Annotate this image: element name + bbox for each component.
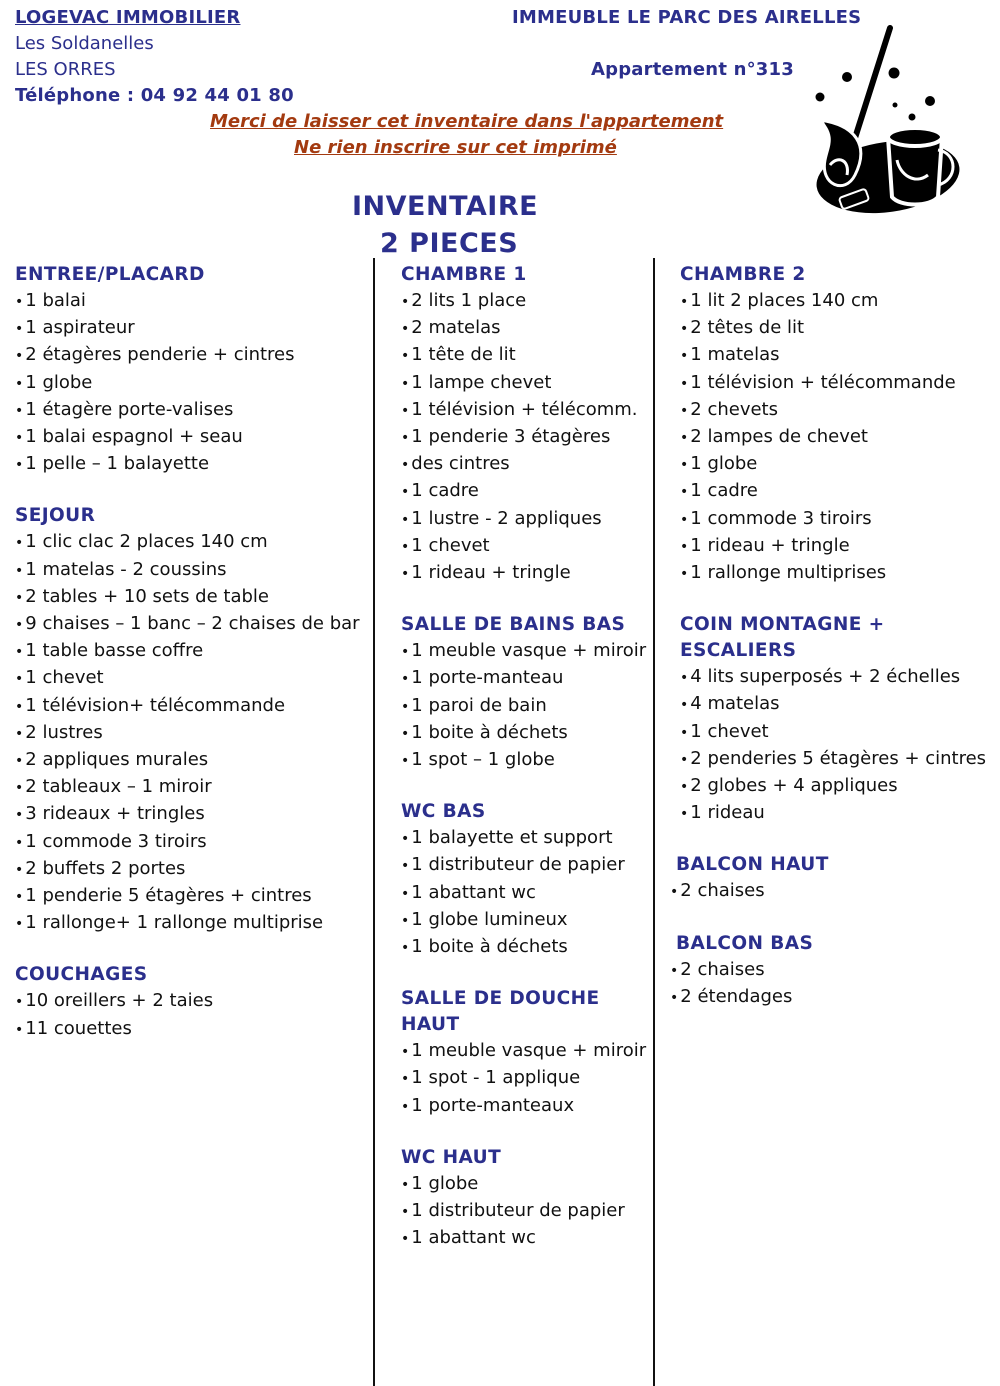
column-middle bbox=[401, 262, 651, 1277]
list-item: • 1 télévision + télécommande bbox=[680, 370, 998, 397]
list-item: • 1 distributeur de papier bbox=[401, 852, 651, 879]
list-item: • 1 boite à déchets bbox=[401, 720, 651, 747]
list-item: • 1 cadre bbox=[680, 478, 998, 505]
section-sejour bbox=[15, 503, 370, 937]
list-item: • 4 matelas bbox=[680, 691, 998, 718]
list-item: • 9 chaises – 1 banc – 2 chaises de bar bbox=[15, 611, 370, 638]
list-item: • 1 tête de lit bbox=[401, 342, 651, 369]
list-item: • 1 meuble vasque + miroir bbox=[401, 638, 651, 665]
notice-keep-inventory: Merci de laisser cet inventaire dans l'appartement bbox=[210, 111, 724, 132]
list-item: • 1 rideau + tringle bbox=[401, 560, 651, 587]
list-item: • 2 lits 1 place bbox=[401, 288, 651, 315]
list-item: • 1 pelle – 1 balayette bbox=[15, 451, 370, 478]
list-item: • 2 globes + 4 appliques bbox=[680, 773, 998, 800]
list-item: • 1 penderie 5 étagères + cintres bbox=[15, 883, 370, 910]
notice-do-not-write: Ne rien inscrire sur cet imprimé bbox=[294, 137, 617, 158]
list-item: • 1 télévision+ télécommande bbox=[15, 693, 370, 720]
column-divider-2 bbox=[653, 258, 655, 1386]
list-item: • 1 étagère porte-valises bbox=[15, 397, 370, 424]
list-item: • 1 globe lumineux bbox=[401, 907, 651, 934]
list-item: • 2 étendages bbox=[670, 984, 998, 1011]
list-item: • 1 commode 3 tiroirs bbox=[15, 829, 370, 856]
section-heading: SALLE DE DOUCHE HAUT bbox=[401, 988, 600, 1036]
section-entree-placard bbox=[15, 262, 370, 478]
list-item: • 1 lustre - 2 appliques bbox=[401, 506, 651, 533]
section-salle-de-douche-haut bbox=[401, 986, 651, 1120]
list-item: • 1 rideau bbox=[680, 800, 998, 827]
list-item: • 2 chaises bbox=[670, 957, 998, 984]
building-name: IMMEUBLE LE PARC DES AIRELLES bbox=[512, 7, 862, 28]
section-wc-haut bbox=[401, 1145, 651, 1253]
section-heading: BALCON BAS bbox=[676, 932, 814, 954]
list-item: • 2 chaises bbox=[670, 878, 998, 905]
inventory-subtitle: 2 PIECES bbox=[380, 228, 519, 259]
list-item: • 2 lampes de chevet bbox=[680, 424, 998, 451]
list-item: • 1 chevet bbox=[680, 719, 998, 746]
list-item: • 1 rallonge+ 1 rallonge multiprise bbox=[15, 910, 370, 937]
inventory-title: INVENTAIRE bbox=[352, 191, 539, 222]
section-heading: WC BAS bbox=[401, 801, 486, 823]
section-heading: WC HAUT bbox=[401, 1146, 502, 1168]
list-item: • 1 balayette et support bbox=[401, 825, 651, 852]
list-item: • 4 lits superposés + 2 échelles bbox=[680, 664, 998, 691]
list-item: • 1 spot – 1 globe bbox=[401, 747, 651, 774]
list-item: • 1 meuble vasque + miroir bbox=[401, 1038, 651, 1065]
list-item: • 10 oreillers + 2 taies bbox=[15, 988, 370, 1015]
section-heading: COUCHAGES bbox=[15, 964, 148, 986]
list-item: • 2 lustres bbox=[15, 720, 370, 747]
list-item: • 2 chevets bbox=[680, 397, 998, 424]
list-item: • 1 spot - 1 applique bbox=[401, 1065, 651, 1092]
list-item: • 1 boite à déchets bbox=[401, 934, 651, 961]
list-item: • 2 matelas bbox=[401, 315, 651, 342]
column-left bbox=[15, 262, 370, 1068]
list-item: • 1 abattant wc bbox=[401, 880, 651, 907]
list-item: • 1 balai espagnol + seau bbox=[15, 424, 370, 451]
list-item: • 1 balai bbox=[15, 288, 370, 315]
list-item: • 1 lit 2 places 140 cm bbox=[680, 288, 998, 315]
list-item: • 11 couettes bbox=[15, 1016, 370, 1043]
list-item: • 2 buffets 2 portes bbox=[15, 856, 370, 883]
list-item: • 1 aspirateur bbox=[15, 315, 370, 342]
list-item: • 2 tableaux – 1 miroir bbox=[15, 774, 370, 801]
section-heading: BALCON HAUT bbox=[676, 854, 829, 876]
section-heading: COIN MONTAGNE + ESCALIERS bbox=[680, 614, 885, 662]
list-item: • 1 rideau + tringle bbox=[680, 533, 998, 560]
list-item: • 1 cadre bbox=[401, 478, 651, 505]
apartment-number: Appartement n°313 bbox=[591, 59, 794, 80]
list-item: • 1 distributeur de papier bbox=[401, 1198, 651, 1225]
list-item: • 1 télévision + télécomm. bbox=[401, 397, 651, 424]
section-salle-de-bains-bas bbox=[401, 612, 651, 774]
section-heading: ENTREE/PLACARD bbox=[15, 264, 205, 285]
list-item: • 1 lampe chevet bbox=[401, 370, 651, 397]
list-item: • 1 paroi de bain bbox=[401, 693, 651, 720]
list-item: • 1 porte-manteau bbox=[401, 665, 651, 692]
section-coin-montagne-escaliers bbox=[680, 612, 998, 827]
cleaning-mop-bucket-icon bbox=[800, 25, 965, 220]
list-item: • 1 rallonge multiprises bbox=[680, 560, 998, 587]
list-item: • 1 table basse coffre bbox=[15, 638, 370, 665]
section-heading: SALLE DE BAINS BAS bbox=[401, 614, 626, 636]
agency-address-2: LES ORRES bbox=[15, 59, 116, 80]
list-item: • 1 penderie 3 étagères bbox=[401, 424, 651, 451]
agency-name: LOGEVAC IMMOBILIER bbox=[15, 7, 241, 28]
list-item: • 2 appliques murales bbox=[15, 747, 370, 774]
list-item: • 1 clic clac 2 places 140 cm bbox=[15, 529, 370, 556]
list-item: • 1 globe bbox=[15, 370, 370, 397]
list-item: • 1 globe bbox=[401, 1171, 651, 1198]
list-item: • 1 globe bbox=[680, 451, 998, 478]
list-item: • 1 abattant wc bbox=[401, 1225, 651, 1252]
list-item: • 2 penderies 5 étagères + cintres bbox=[680, 746, 998, 773]
section-chambre-2 bbox=[680, 262, 998, 587]
list-item: • 1 chevet bbox=[401, 533, 651, 560]
list-item: • 1 porte-manteaux bbox=[401, 1093, 651, 1120]
list-item: • 2 têtes de lit bbox=[680, 315, 998, 342]
list-item: • des cintres bbox=[401, 451, 651, 478]
section-heading: SEJOUR bbox=[15, 505, 96, 527]
agency-phone: Téléphone : 04 92 44 01 80 bbox=[15, 85, 294, 106]
column-right bbox=[676, 262, 998, 1036]
section-balcon-bas bbox=[676, 931, 998, 1011]
section-chambre-1 bbox=[401, 262, 651, 587]
list-item: • 1 chevet bbox=[15, 665, 370, 692]
section-balcon-haut bbox=[676, 852, 998, 905]
list-item: • 1 matelas bbox=[680, 342, 998, 369]
list-item: • 3 rideaux + tringles bbox=[15, 801, 370, 828]
section-heading: CHAMBRE 2 bbox=[680, 264, 806, 285]
section-wc-bas bbox=[401, 799, 651, 961]
agency-address-1: Les Soldanelles bbox=[15, 33, 154, 54]
section-couchages bbox=[15, 962, 370, 1042]
list-item: • 1 commode 3 tiroirs bbox=[680, 506, 998, 533]
list-item: • 1 matelas - 2 coussins bbox=[15, 557, 370, 584]
list-item: • 2 tables + 10 sets de table bbox=[15, 584, 370, 611]
column-divider-1 bbox=[373, 258, 375, 1386]
section-heading: CHAMBRE 1 bbox=[401, 264, 527, 285]
list-item: • 2 étagères penderie + cintres bbox=[15, 342, 370, 369]
